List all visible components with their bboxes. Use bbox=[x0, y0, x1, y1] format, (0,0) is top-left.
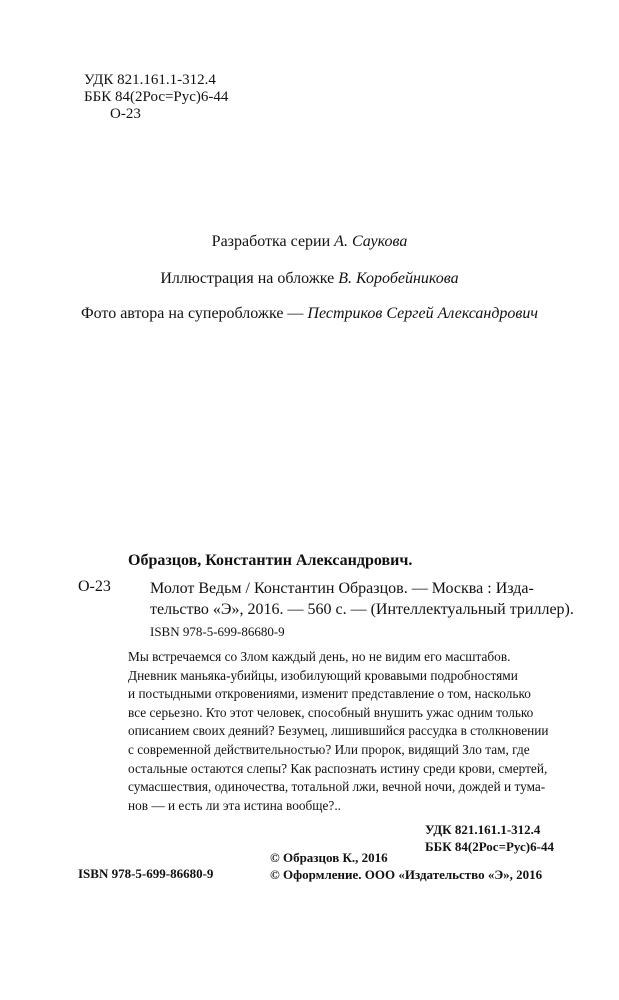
bib-line: тельство «Э», 2016. — 560 с. — (Интеллектуальный триллер). bbox=[150, 601, 574, 618]
annotation-line: Дневник маньяка-убийцы, изобилующий кровавыми подробностями bbox=[128, 667, 518, 683]
footer-bbk: ББК 84(2Рос=Рус)6-44 bbox=[425, 839, 554, 854]
credit-series-name: А. Саукова bbox=[334, 233, 408, 250]
credit-cover-illustration bbox=[0, 270, 619, 288]
credit-photo-name: Пестриков Сергей Александрович bbox=[307, 305, 538, 322]
classification-block bbox=[84, 72, 228, 123]
annotation-line: сумасшествия, одиночества, тотальной лжи, вечной ночи, дождей и тума- bbox=[128, 779, 546, 795]
footer-udk: УДК 821.161.1-312.4 bbox=[425, 822, 541, 837]
catalog-isbn: ISBN 978-5-699-86680-9 bbox=[150, 624, 285, 639]
annotation-line: описанием своих деяний? Безумец, лишившийся рассудка в столкновении bbox=[128, 723, 549, 739]
annotation-line: остальные остаются слепы? Как распознать истину среди крови, смертей, bbox=[128, 760, 548, 776]
copyright-block bbox=[270, 849, 542, 883]
credit-photo-label: Фото автора на суперобложке — bbox=[80, 305, 304, 322]
bbk-code: ББК 84(2Рос=Рус)6-44 bbox=[84, 89, 229, 105]
credit-cover-label: Иллюстрация на обложке bbox=[160, 270, 335, 287]
udk-code: УДК 821.161.1-312.4 bbox=[84, 72, 216, 88]
footer-isbn: ISBN 978-5-699-86680-9 bbox=[78, 866, 214, 881]
annotation-line: все серьезно. Кто этот человек, способный внушить ужас одним только bbox=[128, 704, 534, 720]
annotation-line: и постыдными откровениями, изменит представление о том, насколько bbox=[128, 686, 531, 702]
credit-series bbox=[0, 233, 619, 251]
annotation bbox=[128, 648, 549, 815]
credit-author-photo bbox=[0, 305, 619, 323]
credit-series-label: Разработка серии bbox=[211, 233, 331, 250]
copyright-author: © Образцов К., 2016 bbox=[270, 850, 388, 865]
author-sign: О-23 bbox=[110, 106, 141, 122]
credit-cover-name: В. Коробейникова bbox=[338, 270, 459, 287]
catalog-code: О-23 bbox=[78, 578, 111, 595]
annotation-line: Мы встречаемся со Злом каждый день, но не видим его масштабов. bbox=[128, 649, 511, 664]
copyright-design: © Оформление. ООО «Издательство «Э», 2016 bbox=[270, 867, 543, 882]
annotation-line: нов — и есть ли эта истина вообще?.. bbox=[128, 797, 341, 813]
bib-line: Молот Ведьм / Константин Образцов. — Москва : Изда- bbox=[150, 580, 534, 597]
annotation-line: с современной действительностью? Или пророк, видящий Зло там, где bbox=[128, 741, 530, 757]
catalog-bibliographic-record bbox=[150, 578, 574, 620]
catalog-author-heading: Образцов, Константин Александрович. bbox=[128, 552, 413, 569]
